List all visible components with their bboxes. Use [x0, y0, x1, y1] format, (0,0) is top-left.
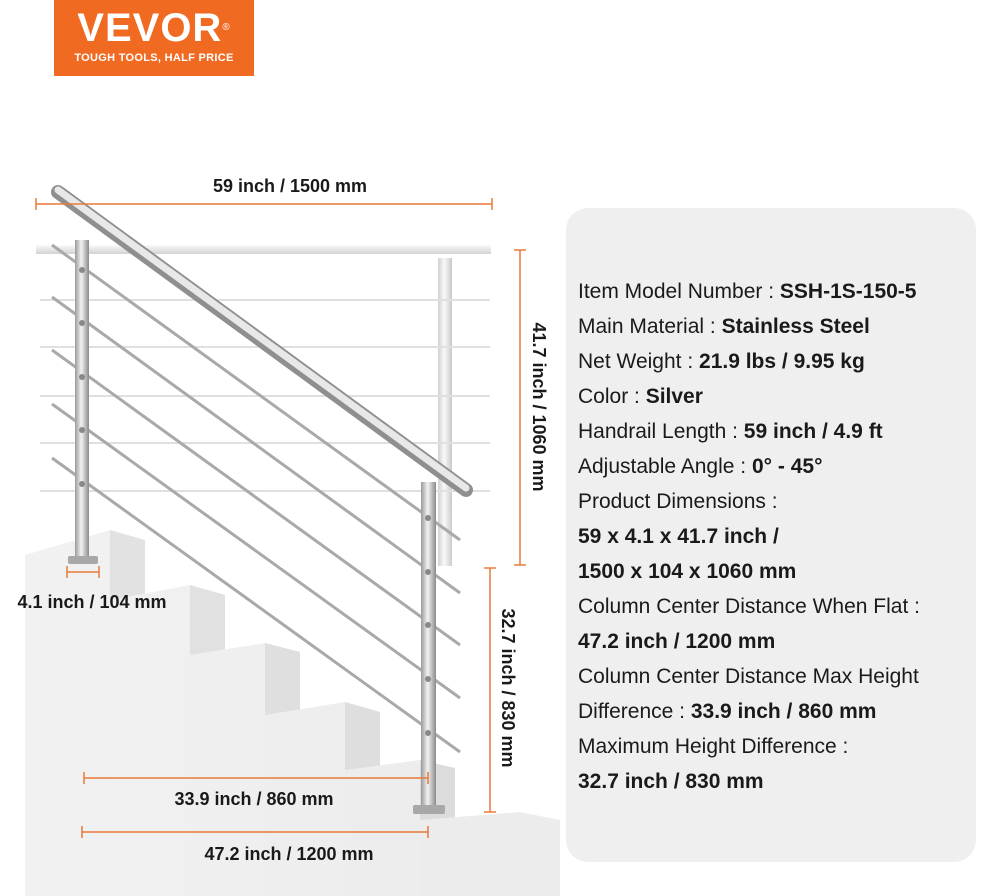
dim-post-height: 32.7 inch / 830 mm — [498, 608, 518, 768]
stairs — [25, 530, 560, 896]
spec-product-dimensions-line2: 1500 x 104 x 1060 mm — [578, 560, 797, 583]
dim-rail-height: 41.7 inch / 1060 mm — [529, 322, 549, 492]
spec-max-height-label: Column Center Distance Max Height — [578, 665, 919, 688]
spec-flat-distance-label: Column Center Distance When Flat : — [578, 595, 920, 618]
spec-angle: Adjustable Angle : 0° - 45° — [578, 455, 823, 478]
spec-max-diff-value: 32.7 inch / 830 mm — [578, 770, 764, 793]
spec-model: Item Model Number : SSH-1S-150-5 — [578, 280, 917, 303]
spec-panel — [566, 208, 976, 862]
dim-base-width: 4.1 inch / 104 mm — [17, 592, 167, 612]
spec-color: Color : Silver — [578, 385, 703, 408]
dim-column-span: 47.2 inch / 1200 mm — [204, 844, 374, 864]
spec-handrail-length: Handrail Length : 59 inch / 4.9 ft — [578, 420, 883, 443]
left-post — [68, 240, 98, 564]
spec-weight: Net Weight : 21.9 lbs / 9.95 kg — [578, 350, 865, 373]
angled-handrail — [58, 190, 466, 490]
spec-flat-distance-value: 47.2 inch / 1200 mm — [578, 630, 776, 653]
spec-max-height-value: Difference : 33.9 inch / 860 mm — [578, 700, 877, 723]
logo-brand: VEVOR® — [77, 6, 231, 50]
registered-mark: ® — [222, 22, 231, 33]
spec-material: Main Material : Stainless Steel — [578, 315, 870, 338]
spec-list — [578, 274, 973, 799]
dim-top-width: 59 inch / 1500 mm — [212, 176, 368, 196]
spec-product-dimensions-line1: 59 x 4.1 x 41.7 inch / — [578, 525, 779, 548]
spec-product-dimensions-label: Product Dimensions : — [578, 490, 778, 513]
dim-height-diff-span: 33.9 inch / 860 mm — [174, 789, 334, 809]
logo-tagline: TOUGH TOOLS, HALF PRICE — [74, 52, 234, 64]
spec-max-diff-label: Maximum Height Difference : — [578, 735, 849, 758]
